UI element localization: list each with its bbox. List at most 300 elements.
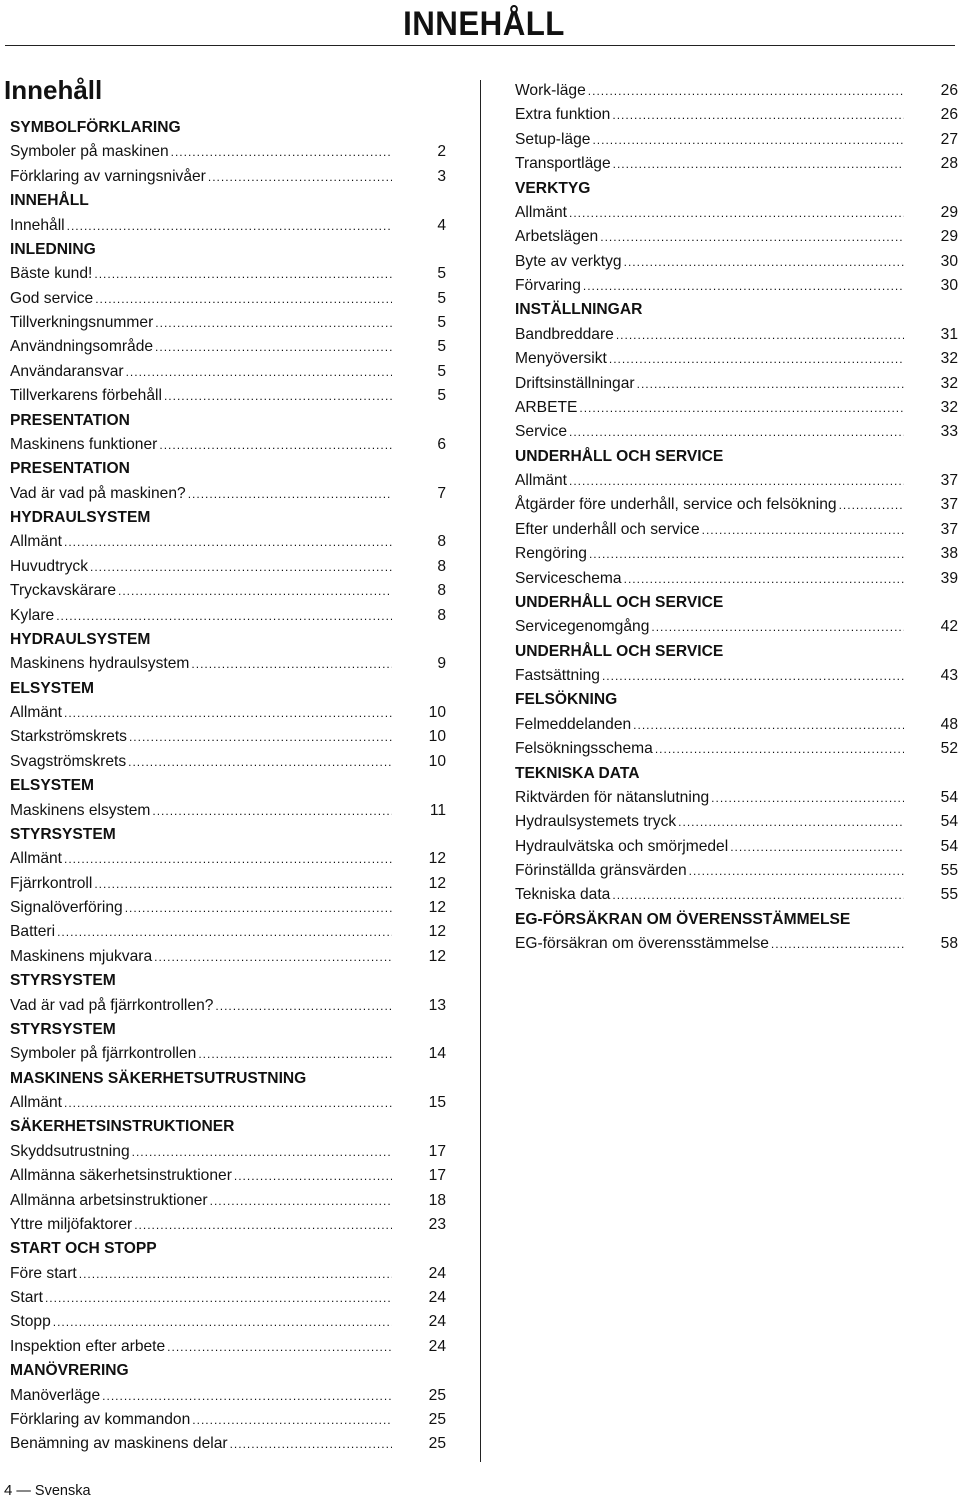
toc-entry-page-number: 28 bbox=[940, 155, 958, 173]
toc-entry[interactable] bbox=[10, 1335, 446, 1359]
toc-entry-page-number: 37 bbox=[940, 520, 958, 538]
toc-entry-label: Kylare bbox=[10, 606, 55, 624]
toc-entry[interactable] bbox=[10, 165, 446, 189]
toc-entry[interactable] bbox=[515, 518, 958, 542]
toc-dot-leader bbox=[155, 311, 392, 335]
toc-section-heading bbox=[10, 189, 446, 213]
toc-dot-leader bbox=[624, 250, 904, 274]
toc-section-label: VERKTYG bbox=[515, 179, 591, 197]
toc-dot-leader bbox=[57, 920, 392, 944]
toc-section-heading bbox=[515, 445, 958, 469]
toc-dot-leader bbox=[600, 225, 904, 249]
toc-dot-leader bbox=[167, 1335, 392, 1359]
toc-entry-page-number: 25 bbox=[428, 1410, 446, 1428]
toc-dot-leader bbox=[152, 799, 392, 823]
toc-entry[interactable] bbox=[515, 542, 958, 566]
toc-dot-leader bbox=[95, 287, 392, 311]
toc-entry[interactable] bbox=[10, 214, 446, 238]
toc-section-label: INSTÄLLNINGAR bbox=[515, 301, 643, 319]
toc-section-label: PRESENTATION bbox=[10, 460, 130, 478]
toc-section-heading bbox=[10, 506, 446, 530]
toc-entry-page-number: 14 bbox=[428, 1045, 446, 1063]
toc-entry-page-number: 55 bbox=[940, 886, 958, 904]
toc-entry[interactable] bbox=[10, 750, 446, 774]
toc-entry[interactable] bbox=[10, 872, 446, 896]
toc-entry-page-number: 39 bbox=[940, 569, 958, 587]
toc-entry-page-number: 52 bbox=[940, 740, 958, 758]
toc-entry-label: Stopp bbox=[10, 1313, 51, 1331]
toc-entry[interactable] bbox=[10, 555, 446, 579]
toc-entry-label: Transportläge bbox=[515, 155, 611, 173]
toc-section-label: ELSYSTEM bbox=[10, 777, 95, 795]
toc-section-heading bbox=[10, 628, 446, 652]
toc-dot-leader bbox=[839, 493, 904, 517]
toc-entry-label: Användningsområde bbox=[10, 338, 154, 356]
toc-entry[interactable] bbox=[515, 201, 958, 225]
toc-entry[interactable] bbox=[10, 335, 446, 359]
toc-entry-label: Byte av verktyg bbox=[515, 252, 622, 270]
toc-entry[interactable] bbox=[10, 1164, 446, 1188]
toc-entry-label: Hydraulsystemets tryck bbox=[515, 813, 677, 831]
toc-dot-leader bbox=[592, 128, 904, 152]
toc-entry-label: Felmeddelanden bbox=[515, 715, 632, 733]
toc-dot-leader bbox=[702, 518, 904, 542]
toc-entry[interactable] bbox=[10, 604, 446, 628]
toc-entry-label: Allmänt bbox=[10, 704, 62, 721]
toc-dot-leader bbox=[612, 883, 904, 907]
toc-section-label: HYDRAULSYSTEM bbox=[10, 509, 151, 526]
toc-section-label: SYMBOLFÖRKLARING bbox=[10, 119, 181, 136]
toc-entry[interactable] bbox=[515, 347, 958, 371]
toc-entry[interactable] bbox=[10, 994, 446, 1018]
toc-dot-leader bbox=[134, 1213, 392, 1237]
toc-dot-leader bbox=[102, 1384, 392, 1408]
toc-entry-page-number: 12 bbox=[428, 899, 446, 916]
toc-entry-label: Menyöversikt bbox=[515, 350, 607, 368]
toc-entry-page-number: 10 bbox=[428, 752, 446, 770]
toc-entry[interactable] bbox=[515, 128, 958, 152]
toc-dot-leader bbox=[655, 737, 904, 761]
toc-entry-page-number: 18 bbox=[428, 1191, 446, 1209]
toc-dot-leader bbox=[64, 530, 392, 554]
toc-entry-label: Förklaring av varningsnivåer bbox=[10, 167, 206, 185]
toc-entry-page-number: 17 bbox=[428, 1167, 446, 1185]
toc-entry-page-number: 29 bbox=[940, 203, 958, 221]
toc-section-label: EG-FÖRSÄKRAN OM ÖVERENSSTÄMMELSE bbox=[515, 910, 851, 928]
toc-entry-label: Inspektion efter arbete bbox=[10, 1337, 166, 1355]
toc-dot-leader bbox=[79, 1262, 392, 1286]
toc-dot-leader bbox=[192, 1408, 392, 1432]
toc-entry-label: Start bbox=[10, 1289, 43, 1306]
toc-entry-page-number: 8 bbox=[437, 582, 446, 600]
toc-entry-label: Bäste kund! bbox=[10, 265, 93, 283]
toc-entry-label: Symboler på maskinen bbox=[10, 143, 169, 161]
toc-entry-label: Förklaring av kommandon bbox=[10, 1410, 191, 1428]
toc-entry[interactable] bbox=[10, 652, 446, 676]
toc-entry-label: Fastsättning bbox=[515, 667, 600, 684]
toc-entry[interactable] bbox=[515, 396, 958, 420]
toc-entry-page-number: 42 bbox=[940, 618, 958, 636]
footer-page-number: 4 bbox=[4, 1482, 13, 1499]
toc-entry-label: Setup-läge bbox=[515, 130, 591, 148]
toc-left-column bbox=[10, 116, 446, 1457]
toc-section-label: MANÖVRERING bbox=[10, 1362, 129, 1380]
toc-dot-leader bbox=[198, 1042, 392, 1066]
toc-entry-page-number: 8 bbox=[437, 533, 446, 551]
toc-entry-page-number: 26 bbox=[940, 106, 958, 124]
toc-dot-leader bbox=[53, 1310, 392, 1334]
toc-dot-leader bbox=[126, 360, 392, 384]
toc-entry-label: Allmänt bbox=[10, 533, 62, 551]
toc-dot-leader bbox=[569, 201, 904, 225]
toc-section-label: MASKINENS SÄKERHETSUTRUSTNING bbox=[10, 1069, 307, 1087]
toc-entry-label: Driftsinställningar bbox=[515, 374, 635, 392]
toc-entry-page-number: 5 bbox=[437, 289, 446, 307]
toc-entry[interactable] bbox=[515, 103, 958, 127]
toc-dot-leader bbox=[609, 347, 904, 371]
toc-dot-leader bbox=[633, 713, 904, 737]
toc-dot-leader bbox=[602, 664, 904, 688]
toc-entry-page-number: 24 bbox=[428, 1313, 446, 1331]
toc-entry-label: Tekniska data bbox=[515, 886, 611, 904]
toc-dot-leader bbox=[230, 1432, 392, 1456]
toc-dot-leader bbox=[191, 652, 392, 676]
toc-dot-leader bbox=[188, 482, 392, 506]
toc-entry-label: Innehåll bbox=[10, 216, 65, 234]
toc-entry[interactable] bbox=[515, 713, 958, 737]
toc-dot-leader bbox=[583, 274, 904, 298]
toc-entry-page-number: 10 bbox=[428, 728, 446, 746]
toc-dot-leader bbox=[613, 152, 904, 176]
toc-entry[interactable] bbox=[515, 420, 958, 444]
toc-entry-page-number: 24 bbox=[428, 1289, 446, 1306]
toc-entry-label: Förvaring bbox=[515, 277, 581, 294]
toc-entry-page-number: 29 bbox=[940, 228, 958, 246]
toc-entry[interactable] bbox=[10, 1262, 446, 1286]
toc-entry[interactable] bbox=[10, 847, 446, 871]
toc-entry-label: Yttre miljöfaktorer bbox=[10, 1215, 133, 1233]
toc-entry-label: Vad är vad på maskinen? bbox=[10, 484, 186, 502]
toc-dot-leader bbox=[90, 555, 392, 579]
toc-dot-leader bbox=[132, 1140, 392, 1164]
toc-entry-page-number: 33 bbox=[940, 423, 958, 441]
toc-entry[interactable] bbox=[10, 384, 446, 408]
toc-entry-label: Rengöring bbox=[515, 545, 587, 563]
toc-entry-label: Vad är vad på fjärrkontrollen? bbox=[10, 996, 214, 1014]
toc-entry-page-number: 15 bbox=[428, 1094, 446, 1111]
toc-entry-label: Hydraulvätska och smörjmedel bbox=[515, 837, 729, 855]
toc-entry-label: Allmänt bbox=[10, 1094, 62, 1111]
toc-dot-leader bbox=[616, 323, 904, 347]
toc-entry[interactable] bbox=[515, 493, 958, 517]
toc-entry[interactable] bbox=[515, 810, 958, 834]
toc-entry[interactable] bbox=[10, 360, 446, 384]
toc-entry[interactable] bbox=[10, 701, 446, 725]
footer-separator: — bbox=[16, 1483, 31, 1499]
toc-entry-page-number: 26 bbox=[940, 82, 958, 99]
toc-entry[interactable] bbox=[515, 786, 958, 810]
toc-entry-page-number: 23 bbox=[428, 1215, 446, 1233]
toc-entry-label: God service bbox=[10, 289, 94, 307]
toc-section-label: FELSÖKNING bbox=[515, 691, 618, 709]
toc-dot-leader bbox=[208, 165, 392, 189]
toc-dot-leader bbox=[612, 103, 904, 127]
toc-entry[interactable] bbox=[515, 79, 958, 103]
toc-entry[interactable] bbox=[10, 482, 446, 506]
toc-section-heading bbox=[10, 238, 446, 262]
toc-entry-label: Allmänt bbox=[515, 472, 567, 489]
toc-dot-leader bbox=[579, 396, 904, 420]
toc-entry[interactable] bbox=[10, 799, 446, 823]
toc-dot-leader bbox=[64, 1091, 392, 1115]
toc-dot-leader bbox=[128, 750, 392, 774]
toc-dot-leader bbox=[154, 945, 392, 969]
toc-section-label: UNDERHÅLL OCH SERVICE bbox=[515, 642, 724, 660]
toc-entry-page-number: 31 bbox=[940, 325, 958, 343]
toc-entry[interactable] bbox=[515, 323, 958, 347]
toc-dot-leader bbox=[569, 420, 904, 444]
toc-entry[interactable] bbox=[10, 1384, 446, 1408]
toc-section-label: STYRSYSTEM bbox=[10, 972, 116, 990]
toc-entry[interactable] bbox=[515, 932, 958, 956]
toc-section-heading bbox=[10, 1359, 446, 1383]
toc-entry-page-number: 54 bbox=[940, 788, 958, 806]
toc-dot-leader bbox=[118, 579, 392, 603]
toc-entry-page-number: 37 bbox=[940, 496, 958, 514]
toc-entry[interactable] bbox=[515, 469, 958, 493]
toc-section-label: HYDRAULSYSTEM bbox=[10, 630, 151, 648]
toc-entry[interactable] bbox=[10, 1091, 446, 1115]
toc-entry[interactable] bbox=[10, 1408, 446, 1432]
toc-entry-page-number: 7 bbox=[437, 484, 446, 502]
toc-section-heading bbox=[515, 908, 958, 932]
toc-section-heading bbox=[515, 688, 958, 712]
toc-section-heading bbox=[515, 177, 958, 201]
toc-entry[interactable] bbox=[10, 920, 446, 944]
toc-section-label: UNDERHÅLL OCH SERVICE bbox=[515, 593, 724, 611]
toc-dot-leader bbox=[94, 262, 392, 286]
toc-entry[interactable] bbox=[515, 835, 958, 859]
toc-entry[interactable] bbox=[10, 1213, 446, 1237]
toc-heading: Innehåll bbox=[4, 75, 103, 105]
toc-entry-label: Extra funktion bbox=[515, 106, 611, 124]
toc-dot-leader bbox=[67, 214, 392, 238]
toc-entry-label: Skyddsutrustning bbox=[10, 1142, 130, 1160]
toc-entry-page-number: 25 bbox=[428, 1435, 446, 1453]
toc-entry[interactable] bbox=[10, 530, 446, 554]
toc-entry[interactable] bbox=[515, 225, 958, 249]
toc-entry[interactable] bbox=[10, 1286, 446, 1310]
toc-section-heading bbox=[10, 1237, 446, 1261]
toc-entry-label: Tillverkarens förbehåll bbox=[10, 387, 162, 405]
toc-entry-page-number: 24 bbox=[428, 1264, 446, 1282]
toc-entry[interactable] bbox=[10, 311, 446, 335]
toc-entry-label: Work-läge bbox=[515, 82, 586, 99]
toc-entry-label: Bandbreddare bbox=[515, 325, 614, 343]
toc-dot-leader bbox=[171, 140, 392, 164]
toc-entry-page-number: 11 bbox=[429, 801, 446, 819]
toc-entry-page-number: 27 bbox=[940, 130, 958, 148]
toc-entry-page-number: 32 bbox=[940, 350, 958, 368]
toc-section-heading bbox=[10, 1067, 446, 1091]
toc-entry-page-number: 12 bbox=[428, 947, 446, 965]
toc-dot-leader bbox=[94, 872, 392, 896]
toc-entry[interactable] bbox=[10, 1140, 446, 1164]
toc-section-label: INLEDNING bbox=[10, 240, 96, 258]
toc-entry-label: Arbetslägen bbox=[515, 228, 599, 246]
toc-entry-page-number: 54 bbox=[940, 813, 958, 831]
toc-section-heading bbox=[10, 774, 446, 798]
toc-entry[interactable] bbox=[515, 372, 958, 396]
toc-section-heading bbox=[10, 1115, 446, 1139]
toc-entry-label: ARBETE bbox=[515, 398, 578, 416]
toc-dot-leader bbox=[125, 896, 392, 920]
toc-entry[interactable] bbox=[10, 945, 446, 969]
toc-section-heading bbox=[515, 762, 958, 786]
toc-entry-page-number: 5 bbox=[437, 265, 446, 283]
toc-section-label: ELSYSTEM bbox=[10, 679, 95, 697]
toc-section-heading bbox=[10, 116, 446, 140]
toc-entry-page-number: 6 bbox=[437, 435, 446, 453]
toc-entry-label: EG-försäkran om överensstämmelse bbox=[515, 935, 769, 953]
toc-entry-page-number: 24 bbox=[428, 1337, 446, 1355]
toc-entry[interactable] bbox=[10, 1310, 446, 1334]
toc-entry-page-number: 8 bbox=[437, 557, 446, 575]
toc-entry-label: Servicegenomgång bbox=[515, 618, 650, 636]
toc-entry-page-number: 43 bbox=[940, 667, 958, 684]
toc-entry-label: Riktvärden för nätanslutning bbox=[515, 788, 710, 806]
header-rule bbox=[5, 45, 955, 46]
toc-section-heading bbox=[10, 823, 446, 847]
toc-entry[interactable] bbox=[10, 1042, 446, 1066]
toc-entry-page-number: 32 bbox=[940, 374, 958, 392]
page-footer bbox=[4, 1482, 91, 1500]
toc-dot-leader bbox=[159, 433, 392, 457]
toc-entry-page-number: 25 bbox=[428, 1386, 446, 1404]
toc-entry[interactable] bbox=[515, 152, 958, 176]
toc-entry-page-number: 4 bbox=[437, 216, 446, 234]
toc-entry-page-number: 12 bbox=[428, 850, 446, 868]
toc-entry[interactable] bbox=[10, 579, 446, 603]
toc-entry-label: Efter underhåll och service bbox=[515, 520, 700, 538]
toc-entry-page-number: 54 bbox=[940, 837, 958, 855]
toc-dot-leader bbox=[234, 1164, 392, 1188]
toc-dot-leader bbox=[637, 372, 904, 396]
toc-entry-label: Tillverkningsnummer bbox=[10, 314, 154, 331]
toc-entry-page-number: 38 bbox=[940, 545, 958, 563]
toc-section-label: STYRSYSTEM bbox=[10, 1020, 116, 1038]
toc-dot-leader bbox=[588, 79, 904, 103]
toc-entry-label: Felsökningsschema bbox=[515, 740, 653, 758]
toc-entry[interactable] bbox=[10, 725, 446, 749]
toc-entry[interactable] bbox=[515, 737, 958, 761]
toc-entry-label: Starkströmskrets bbox=[10, 728, 127, 746]
toc-entry-label: Symboler på fjärrkontrollen bbox=[10, 1045, 197, 1063]
toc-dot-leader bbox=[711, 786, 904, 810]
toc-entry[interactable] bbox=[10, 1189, 446, 1213]
toc-entry[interactable] bbox=[515, 274, 958, 298]
toc-dot-leader bbox=[56, 604, 392, 628]
toc-section-label: SÄKERHETSINSTRUKTIONER bbox=[10, 1118, 235, 1136]
toc-entry-page-number: 17 bbox=[428, 1142, 446, 1160]
toc-entry-label: Manöverläge bbox=[10, 1386, 101, 1404]
toc-entry-page-number: 5 bbox=[437, 362, 446, 380]
toc-section-label: UNDERHÅLL OCH SERVICE bbox=[515, 447, 724, 465]
toc-entry-page-number: 48 bbox=[940, 715, 958, 733]
toc-entry-page-number: 30 bbox=[940, 252, 958, 270]
toc-dot-leader bbox=[678, 810, 904, 834]
toc-dot-leader bbox=[689, 859, 904, 883]
toc-section-heading bbox=[10, 457, 446, 481]
toc-entry-page-number: 10 bbox=[428, 704, 446, 721]
toc-entry[interactable] bbox=[10, 1432, 446, 1456]
toc-entry[interactable] bbox=[515, 615, 958, 639]
toc-entry-page-number: 9 bbox=[437, 655, 446, 673]
toc-entry-label: Signalöverföring bbox=[10, 899, 123, 916]
toc-entry[interactable] bbox=[515, 859, 958, 883]
toc-entry-page-number: 5 bbox=[437, 338, 446, 356]
toc-entry-label: Service bbox=[515, 423, 567, 441]
toc-section-heading bbox=[515, 298, 958, 322]
toc-section-heading bbox=[515, 591, 958, 615]
toc-entry-page-number: 3 bbox=[437, 167, 446, 185]
toc-entry-label: Maskinens elsystem bbox=[10, 801, 151, 819]
toc-entry[interactable] bbox=[515, 567, 958, 591]
toc-entry-label: Allmänt bbox=[10, 850, 62, 868]
toc-entry-label: Fjärrkontroll bbox=[10, 874, 93, 892]
toc-entry[interactable] bbox=[515, 664, 958, 688]
toc-entry[interactable] bbox=[515, 250, 958, 274]
toc-entry[interactable] bbox=[10, 287, 446, 311]
toc-entry-page-number: 32 bbox=[940, 398, 958, 416]
toc-entry[interactable] bbox=[10, 140, 446, 164]
toc-entry-page-number: 8 bbox=[437, 606, 446, 624]
toc-entry-label: Åtgärder före underhåll, service och felsökning bbox=[515, 496, 837, 514]
toc-entry-page-number: 37 bbox=[940, 472, 958, 489]
toc-section-heading bbox=[10, 677, 446, 701]
toc-entry-label: Tryckavskärare bbox=[10, 582, 116, 600]
toc-entry-label: Huvudtryck bbox=[10, 557, 88, 575]
toc-dot-leader bbox=[589, 542, 904, 566]
toc-dot-leader bbox=[45, 1286, 392, 1310]
toc-entry-page-number: 5 bbox=[437, 387, 446, 405]
toc-entry[interactable] bbox=[10, 262, 446, 286]
toc-entry-label: Maskinens mjukvara bbox=[10, 947, 153, 965]
toc-dot-leader bbox=[730, 835, 904, 859]
toc-section-heading bbox=[10, 1018, 446, 1042]
toc-entry-label: Maskinens funktioner bbox=[10, 435, 158, 453]
toc-entry[interactable] bbox=[10, 896, 446, 920]
toc-section-label: START OCH STOPP bbox=[10, 1240, 157, 1258]
toc-section-label: TEKNISKA DATA bbox=[515, 764, 640, 782]
toc-entry-label: Svagströmskrets bbox=[10, 752, 127, 770]
toc-dot-leader bbox=[129, 725, 392, 749]
toc-dot-leader bbox=[64, 847, 392, 871]
toc-entry[interactable] bbox=[515, 883, 958, 907]
toc-entry-label: Allmänna arbetsinstruktioner bbox=[10, 1191, 208, 1209]
toc-dot-leader bbox=[215, 994, 392, 1018]
toc-section-label: PRESENTATION bbox=[10, 411, 130, 429]
toc-entry-page-number: 2 bbox=[437, 143, 446, 161]
toc-entry-page-number: 12 bbox=[428, 874, 446, 892]
toc-entry-label: Benämning av maskinens delar bbox=[10, 1435, 228, 1453]
toc-entry-label: Serviceschema bbox=[515, 569, 622, 587]
toc-entry[interactable] bbox=[10, 433, 446, 457]
toc-section-heading bbox=[10, 409, 446, 433]
toc-dot-leader bbox=[64, 701, 392, 725]
toc-dot-leader bbox=[164, 384, 392, 408]
page-header-title: INNEHÅLL bbox=[403, 5, 565, 43]
